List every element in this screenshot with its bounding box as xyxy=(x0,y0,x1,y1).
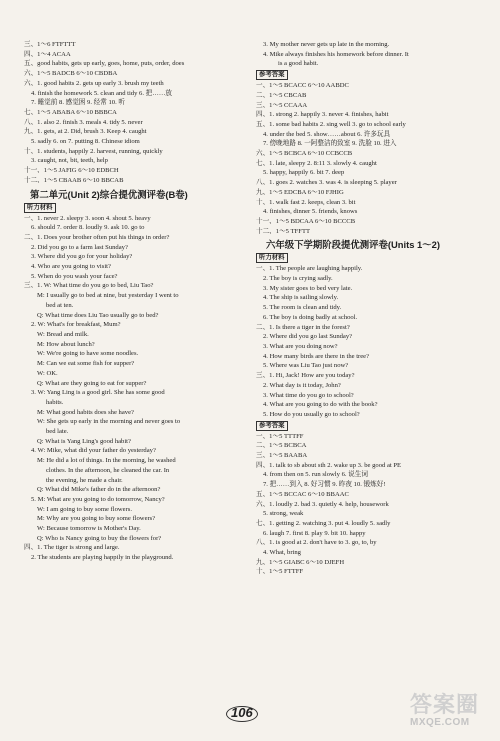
text-line: 7. 睡觉前 8. 感觉困 9. 经常 10. 听 xyxy=(31,99,125,107)
answers-label: 参考答案 xyxy=(256,421,288,431)
text-line: 五、good habits, gets up early, goes, home, puts, order, does xyxy=(24,60,185,68)
text-line: 四、1. talk to sb about sth 2. wake up 3. be good at PE xyxy=(256,461,402,469)
text-line: 八、1. also 2. finish 3. meals 4. tidy 5. never xyxy=(24,118,143,126)
left-answer-block xyxy=(24,40,250,186)
right-column xyxy=(256,40,484,577)
text-line: 3. My mother never gets up late in the morning. xyxy=(263,41,390,48)
listening-label: 听力材料 xyxy=(256,253,288,263)
text-line: 2. The boy is crying sadly. xyxy=(263,275,333,283)
text-line: 六、1～5 BCBCA 6～10 CCBCCB xyxy=(256,150,353,158)
text-line: 2. Did you go to a farm last Sunday? xyxy=(31,243,128,251)
text-line: 6. should 7. order 8. loudly 9. ask 10. go to xyxy=(31,224,145,232)
text-line: 四、1. strong 2. happily 3. never 4. finishes, habit xyxy=(256,111,389,119)
text-line: 7. 把……到入 8. 好习惯 9. 昨夜 10. 锻炼好! xyxy=(263,481,386,489)
text-line: 六、1. loudly 2. bad 3. quietly 4. help, housework xyxy=(256,500,389,508)
text-line: 六、1. good habits 2. gets up early 3. brush my teeth xyxy=(24,79,164,87)
text-line: 四、1. The tiger is strong and large. xyxy=(24,544,120,552)
text-line: Q: What are they going to eat for supper? xyxy=(37,379,147,387)
text-line: 5. M: What are you going to do tomorrow, Nancy? xyxy=(31,495,165,503)
text-line: clothes. In the afternoon, he cleaned the car. In xyxy=(46,466,170,474)
text-line: M: Why are you going to buy some flowers? xyxy=(37,515,156,523)
text-line: 十、1～5 FTTFF xyxy=(256,568,304,576)
text-line: 一、1. The people are laughing happily. xyxy=(256,265,363,273)
text-line: 6. laugh 7. first 8. play 9. bit 10. happy xyxy=(263,529,366,537)
text-line: 4. from then on 5. run slowly 6. 说生词 xyxy=(263,471,368,479)
text-line: 5. sadly 6. on 7. putting 8. Chinese idiom xyxy=(31,138,140,146)
text-line: 6. The boy is doing badly at school. xyxy=(263,313,358,321)
text-line: 一、1～5 BCACC 6～10 AABDC xyxy=(256,82,349,90)
text-line: W: OK. xyxy=(37,369,58,377)
text-line: M: Can we eat some fish for supper? xyxy=(37,360,135,368)
text-line: 二、1. Does your brother often put his things in order? xyxy=(24,233,170,241)
text-line: 4. finishes, dinner 5. friends, knows xyxy=(263,208,358,216)
page-number: 106 xyxy=(224,702,264,724)
text-line: W: She gets up early in the morning and never goes to xyxy=(37,418,181,426)
text-line: 八、1. is good at 2. don't have to 3. go, to, by xyxy=(256,539,377,547)
text-line: 3. What time do you go to school? xyxy=(263,391,354,399)
text-line: 十、1. walk fast 2. keeps, clean 3. bit xyxy=(256,198,356,206)
text-line: 十、1. students, happily 2. harvest, running, quickly xyxy=(24,147,163,155)
text-line: 二、1. Is there a tiger in the forest? xyxy=(256,323,350,331)
text-line: 5. When do you wash your face? xyxy=(31,272,118,280)
text-line: 4. The ship is sailing slowly. xyxy=(263,294,339,302)
text-line: Q: Who is Nancy going to buy the flowers for? xyxy=(37,534,162,542)
text-line: 九、1～5 GIABC 6～10 DJEFH xyxy=(256,558,345,566)
text-line: 4. Who are you going to visit? xyxy=(31,263,111,271)
section-title-unit2: 第二单元(Unit 2)综合提优测评卷(B卷) xyxy=(30,188,188,200)
text-line: 三、1. Hi, Jack! How are you today? xyxy=(256,372,355,380)
text-line: 3. Where did you go for your holiday? xyxy=(31,253,133,261)
watermark: 答案圈 MXQE.COM xyxy=(410,692,480,728)
text-line: Q: What time does Liu Tao usually go to bed? xyxy=(37,311,159,319)
answers-label: 参考答案 xyxy=(256,70,288,80)
text-line: 八、1. goes 2. watches 3. was 4. is sleeping 5. player xyxy=(256,179,397,187)
left-column xyxy=(24,40,250,563)
text-line: 4. under the bed 5. show……about 6. 许多玩具 xyxy=(263,130,391,138)
section-title-units1-2: 六年级下学期阶段提优测评卷(Units 1～2) xyxy=(266,239,440,251)
text-line: W: Because tomorrow is Mother's Day. xyxy=(37,525,141,533)
right-answer-block xyxy=(256,81,484,236)
text-line: 2. W: What's for breakfast, Mum? xyxy=(31,321,121,329)
text-line: W: We're going to have some noodles. xyxy=(37,350,139,358)
text-line: 7. 傍晚地路 8. 一阿整洁的致室 9. 洗脸 10. 进入 xyxy=(263,140,397,148)
text-line: 三、1～5 BAABA xyxy=(256,452,308,460)
text-line: 七、1. getting 2. watching 3. put 4. loudly 5. sadly xyxy=(256,519,391,527)
text-line: 二、1～5 BCBCA xyxy=(256,442,307,450)
text-line: the evening, he made a chair. xyxy=(46,476,123,484)
text-line: 九、1. gets, at 2. Did, brush 3. Keep 4. caught xyxy=(24,128,147,136)
text-line: 七、1～5 ABABA 6～10 BBBCA xyxy=(24,108,117,116)
left-listening-block xyxy=(24,214,250,563)
text-line: 4. Mike always finishes his homework before dinner. It xyxy=(263,50,409,58)
text-line: Q: What did Mike's father do in the afternoon? xyxy=(37,486,161,494)
listening-label: 听力材料 xyxy=(24,203,56,213)
text-line: 四、1～4 ACAA xyxy=(24,50,71,58)
text-line: Q: What is Yang Ling's good habit? xyxy=(37,437,131,445)
text-line: 十一、1～5 BDCAA 6～10 BCCCB xyxy=(256,217,356,225)
text-line: 三、1. W: What time do you go to bed, Liu Tao? xyxy=(24,282,154,290)
text-line: 5. The room is clean and tidy. xyxy=(263,304,342,312)
text-line: 2. Where did you go last Sunday? xyxy=(263,333,353,341)
text-line: 4. What, bring xyxy=(263,549,301,557)
text-line: 三、1～6 FTFTTT xyxy=(24,41,76,48)
text-line: 3. caught, not, bit, teeth, help xyxy=(31,157,108,165)
text-line: 3. My sister goes to bed very late. xyxy=(263,284,353,292)
text-line: 二、1～5 CBCAB xyxy=(256,91,307,99)
text-line: M: He did a lot of things. In the morning, he washed xyxy=(37,457,176,465)
text-line: 一、1. never 2. sleepy 3. soon 4. shout 5. heavy xyxy=(24,214,151,222)
text-line: 2. The students are playing happily in the playground. xyxy=(31,554,174,562)
text-line: 十一、1～5 JAFIG 6～10 EDBCH xyxy=(24,167,119,175)
text-line: 5. strong, weak xyxy=(263,510,304,518)
text-line: M: What good habits does she have? xyxy=(37,408,134,416)
text-line: 3. What are you doing now? xyxy=(263,342,338,350)
text-line: habits. xyxy=(46,398,64,406)
text-line: 五、1～5 BCCAC 6～10 BBAAC xyxy=(256,490,349,498)
text-line: 4. W: Mike, what did your father do yesterday? xyxy=(31,447,156,455)
text-line: 十二、1～5 TFFTT xyxy=(256,227,311,235)
text-line: W: Bread and milk. xyxy=(37,330,89,338)
right-listening-block xyxy=(256,264,484,419)
text-line: 5. How do you usually go to school? xyxy=(263,410,360,418)
text-line: 一、1～5 TTTFF xyxy=(256,432,304,440)
text-line: 三、1～5 CCAAA xyxy=(256,101,308,109)
text-line: bed at ten. xyxy=(46,301,74,309)
text-line: 五、1. some bad habits 2. sing well 3. go to school early xyxy=(256,120,406,128)
text-line: 5. happy, happily 6. bit 7. deep xyxy=(263,169,345,177)
text-line: 4. How many birds are there in the tree? xyxy=(263,352,370,360)
text-line: 十二、1～5 CBAAB 6～10 BBCAB xyxy=(24,176,124,184)
text-line: 六、1～5 BADCB 6～10 CBDBA xyxy=(24,70,118,78)
text-line: 5. Where was Liu Tao just now? xyxy=(263,362,349,370)
text-line: 七、1. late, sleepy 2. 8:11 3. slowly 4. caught xyxy=(256,159,377,167)
text-line: 4. What are you going to do with the book? xyxy=(263,401,378,409)
text-line: M: I usually go to bed at nine, but yesterday I went to xyxy=(37,292,179,300)
text-line: bed late. xyxy=(46,428,69,436)
text-line: W: I am going to buy some flowers. xyxy=(37,505,132,513)
text-line: 2. What day is it today, John? xyxy=(263,381,341,389)
text-line: 九、1～5 EDCBA 6～10 FJHIG xyxy=(256,188,344,196)
text-line: is a good habit. xyxy=(278,60,319,68)
right-top-block xyxy=(256,40,484,69)
text-line: M: How about lunch? xyxy=(37,340,95,348)
right-answer-block-2 xyxy=(256,432,484,578)
text-line: 3. W: Yang Ling is a good girl. She has some good xyxy=(31,389,165,397)
text-line: 4. finish the homework 5. clean and tidy 6. 把……放 xyxy=(31,89,173,97)
